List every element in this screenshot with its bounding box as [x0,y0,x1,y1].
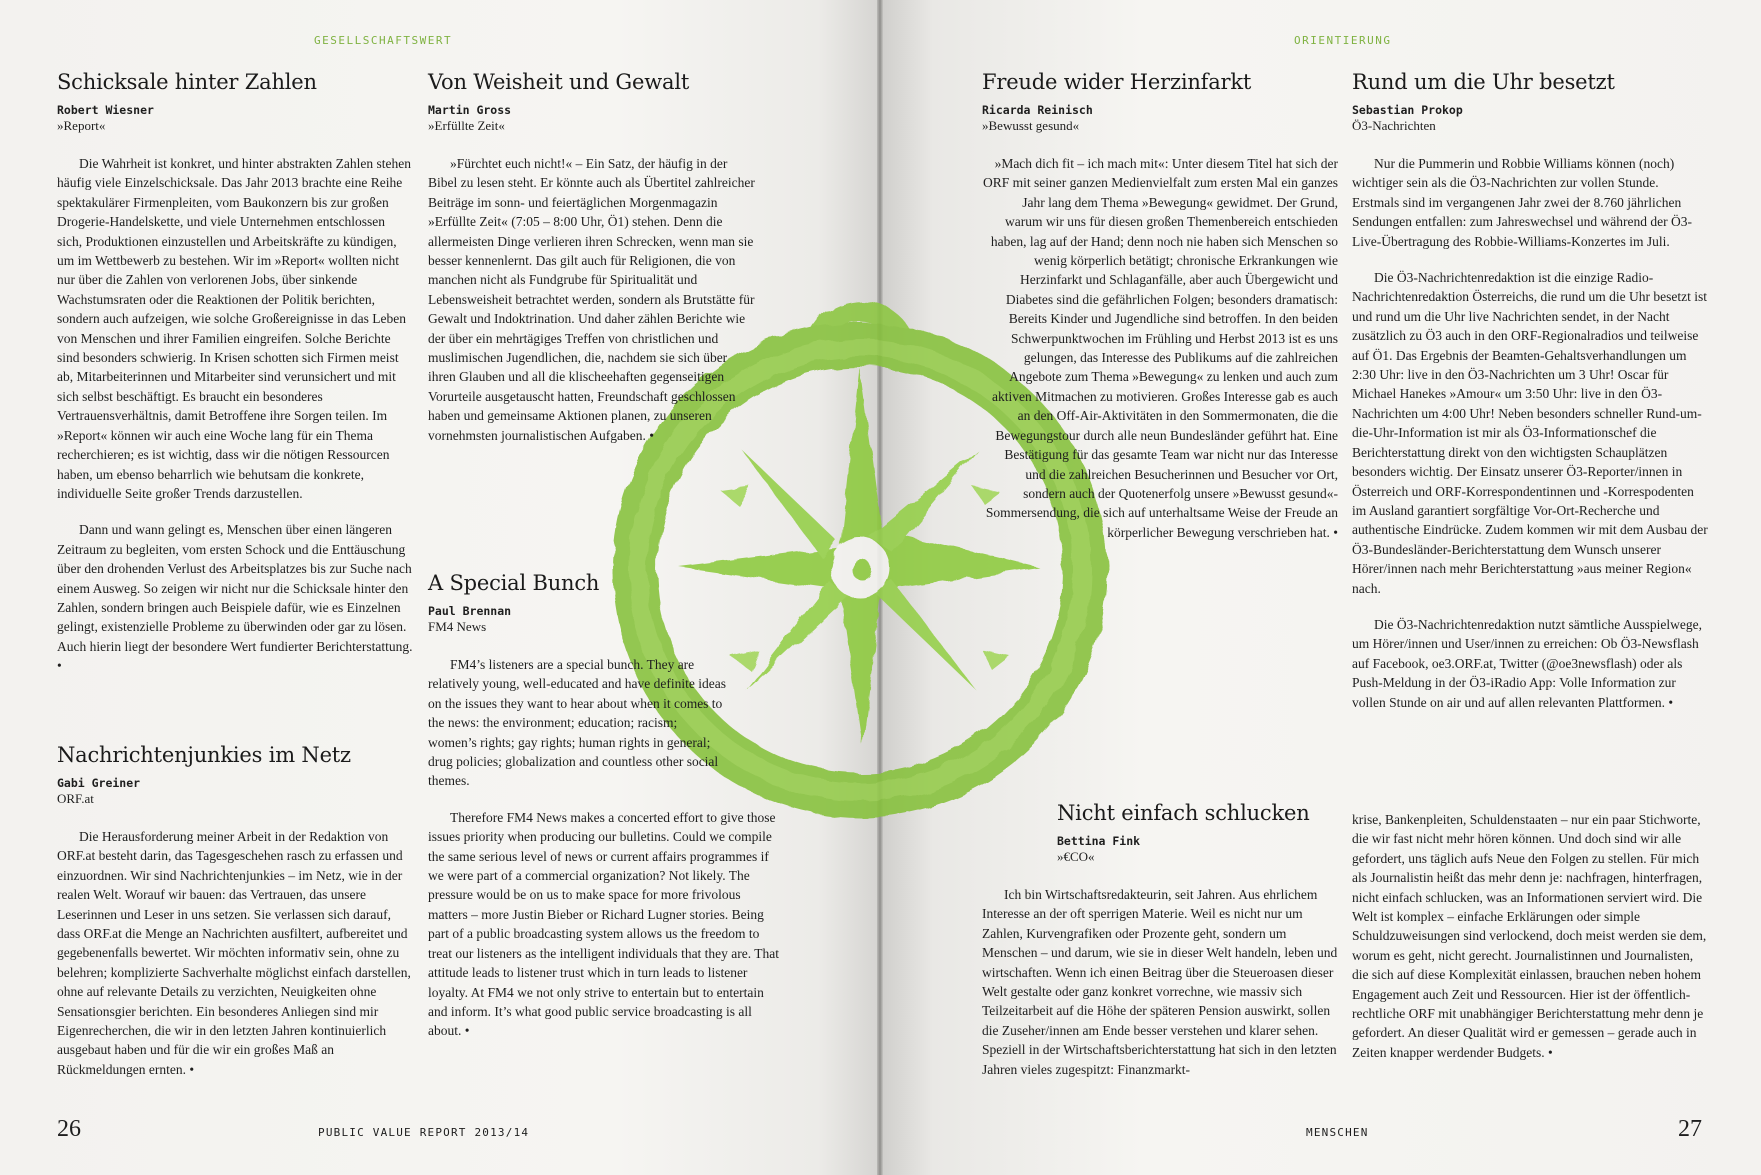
article-schicksale [57,69,413,693]
article-program: Ö3-Nachrichten [1352,118,1436,133]
article-schlucken-body [982,885,1338,1096]
paragraph: krise, Bankenpleiten, Schuldenstaaten – nur ein paar Stichworte, die wir fast nicht mehr hören können. Und doch sind wir alle gefordert, uns täglich aufs Neue den Folgen zu stellen. Für mich als Journalistin heißt das mehr denn je: nachfragen, hinterfragen, nicht einfach schlucken, was an Informationen serviert wird. Die Welt ist komplex – einfache Erklärungen oder simple Schuldzuweisungen sind verlockend, doch meist werden sie dem, worum es geht, nicht gerecht. Journalistinnen und Journalisten, die sich auf diese Komplexität einlassen, brauchen neben hohem Engagement auch Zeit und Ressourcen. Hier ist der öffentlich-rechtliche ORF mit unabhängiger Berichterstattung mehr denn je gefordert. An dieser Qualität wird er gemessen – gerade auch in Zeiten knapper werdender Budgets. • [1352,812,1707,1060]
article-herzinfarkt [982,69,1338,559]
article-program: »Bewusst gesund« [982,118,1080,133]
article-author: Martin Gross [428,103,512,117]
article-title: Freude wider Herzinfarkt [982,70,1252,94]
section-label-right: ORIENTIERUNG [1294,34,1392,47]
article-title: Rund um die Uhr besetzt [1352,70,1615,94]
page-number-right: 27 [1678,1116,1702,1142]
article-body [982,154,1338,542]
article-title: Nicht einfach schlucken [1057,801,1310,825]
article-title: Nachrichtenjunkies im Netz [57,743,351,767]
article-author: Paul Brennan [428,604,512,618]
footer-title-left: PUBLIC VALUE REPORT 2013/14 [318,1126,530,1139]
paragraph: »Mach dich fit – ich mach mit«: Unter diesem Titel hat sich der ORF mit seiner ganzen Medienvielfalt zum ersten Mal ein ganzes Jahr lang dem Thema »Bewegung« gewidmet. Der Grund, warum wir uns für diesen großen Themenbereich entschieden haben, lag auf der Hand; denn noch nie haben sich Menschen so wenig körperlich betätigt; chronische Erkrankungen wie Herzinfarkt und Schlaganfälle, aber auch Übergewicht und Diabetes sind die gefährlichen Folgen; besonders dramatisch: Bereits Kinder und Jugendliche sind betroffen. In den beiden Schwerpunktwochen im Frühling und Herbst 2013 ist es uns gelungen, das Interesse des Publikums auf die zahlreichen Angebote zum Thema »Bewegung« zu lenken und auch zum aktiven Mitmachen zu motivieren. Großes Interesse gab es auch an den Off-Air-Aktivitäten in den Sommermonaten, die die Bewegungstour durch alle neun Bundesländer geführt hat. Eine Bestätigung für das gesamte Team war nicht nur das Interesse und die zahlreichen Besucherinnen und Besucher vor Ort, sondern auch der Quotenerfolg unsere »Bewusst gesund«-Sommersendung, die sich auf unterhaltsame Weise der Freude an körperlicher Bewegung verschrieben hat. • [982,156,1338,540]
paragraph: Therefore FM4 News makes a concerted effort to give those issues priority when producing our bulletins. Could we compile the same serious level of news or current affairs programmes if we were part of a commercial organization? Not likely. The pressure would be on us to make space for more frivolous matters – more Justin Bieber or Richard Lugner stories. Being part of a public broadcasting system allows us the freedom to treat our listeners as the intelligent individuals that they are. That attitude leads to listener trust which in turn leads to listener loyalty. At FM4 we not only strive to entertain but to entertain and inform. It’s what good public service broadcasting is all about. • [428,809,780,1039]
paragraph: Die Ö3-Nachrichtenredaktion ist die einzige Radio-Nachrichtenredaktion Österreichs, die rund um die Uhr besetzt ist und rund um die Uhr live Nachrichten sendet, in der Nacht zusätzlich zu Ö3 auch in den ORF-Regionalradios und teilweise auf Ö1. Das Ergebnis der Beamten-Gehaltsverhandlungen um 2:30 Uhr: live in den Ö3-Nachrichten um 3 Uhr! Oscar für Michael Hanekes »Amour« um 3:50 Uhr: live in den Ö3-Nachrichten um 4:00 Uhr! Neben besonders schneller Rund-um-die-Uhr-Information ist mir als Ö3-Informationschef die Berichterstattung direkt von den wichtigsten Schauplätzen besonders wichtig. Der Einsatz unserer Ö3-Reporter/innen in Österreich und ORF-Korrespondentinnen und -Korrespodenten im Ausland garantiert sorgfältige Vor-Ort-Recherche und authentische Eindrücke. Zudem kommen wir mit dem Ausbau der Ö3-Bundesländer-Berichterstattung dem Wunsch unserer Hörer/innen nach mehr Berichterstattung »aus meiner Region« nach. [1352,270,1708,596]
article-nachrichtenjunkies [57,742,413,1096]
article-author: Bettina Fink [1057,834,1141,848]
paragraph: Die Herausforderung meiner Arbeit in der Redaktion von ORF.at besteht darin, das Tagesgeschehen rasch zu erfassen und einzuordnen. Wir sind Nachrichtenjunkies – im Netz, wie in der realen Welt. Worauf wir bauen: das Vertrauen, das unsere Leserinnen und Leser in uns setzen. Sie verlassen sich darauf, dass ORF.at die Menge an Nachrichten ausfiltert, aufbereitet und gegebenenfalls bewertet. Wir möchten informativ sein, ohne zu belehren; komplizierte Sachverhalte möglichst einfach darstellen, ohne auf relevante Details zu verzichten, Neuigkeiten ohne Sensationsgier berichten. Ein besonderes Anliegen sind mir Eigenrecherchen, die wir in den letzten Jahren kontinuierlich ausgebaut haben und für die wir ein großes Maß an Rückmeldungen ernten. • [57,829,411,1077]
article-body [1352,154,1708,712]
article-program: FM4 News [428,619,487,634]
paragraph: Nur die Pummerin und Robbie Williams können (noch) wichtiger sein als die Ö3-Nachrichten zur vollen Stunde. Erstmals sind im vergangenen Jahr zwei der 8.760 jährlichen Sendungen entfallen: zum Jahreswechsel und während der Ö3-Live-Übertragung des Robbie-Williams-Konzertes im Juli. [1352,156,1693,249]
paragraph: Die Wahrheit ist konkret, und hinter abstrakten Zahlen stehen häufig viele Einzelschicksale. Das Jahr 2013 brachte eine Reihe spektakulärer Firmenpleiten, vom Baukonzern bis zur großen Drogerie-Handelskette, und viele Unternehmen entschlossen sich, Produktionen einzustellen und Arbeitskräfte zu kündigen, um im Wettbewerb zu bestehen. Wir im »Report« wollten nicht nur über die Zahlen von verlorenen Jobs, über sinkende Wachstumsraten oder die Reaktionen der Politik berichten, sondern auch aufzeigen, wie solche Großereignisse in das Leben von Menschen und ihrer Familien eingreifen. Solche Berichte sind besonders schwierig. In Krisen schotten sich Firmen meist ab, Mitarbeiterinnen und Mitarbeiter sind verunsichert und mit sich selbst beschäftigt. Es braucht ein besonderes Vertrauensverhältnis, damit Betroffene ihre Sorgen teilen. Im »Report« können wir auch eine Woche lang für ein Thema recherchieren; es ist wichtig, dass wir die nötigen Ressourcen haben, um ebenso beharrlich wie behutsam die konkrete, individuelle Seite großer Trends darzustellen. [57,156,411,501]
article-author: Sebastian Prokop [1352,103,1463,117]
paragraph: FM4’s listeners are a special bunch. They are relatively young, well-educated and have definite ideas on the issues they want to hear about when it comes to the news: the environment; education; racism; women’s rights; gay rights; human rights in general; drug policies; globalization and countless other social themes. [428,657,727,789]
article-weisheit [428,69,780,462]
article-body [57,154,413,676]
article-title: A Special Bunch [428,571,600,595]
article-body [57,827,413,1079]
page-number-left: 26 [57,1116,81,1142]
article-title: Von Weisheit und Gewalt [428,70,690,94]
paragraph: »Fürchtet euch nicht!« – Ein Satz, der häufig in der Bibel zu lesen steht. Er könnte auch als Übertitel zahlreicher Beiträge im sonn- und feiertäglichen Morgenmagazin »Erfüllte Zeit« (7:05 – 8:00 Uhr, Ö1) stehen. Denn die allermeisten Dinge verlieren ihren Schrecken, wenn man sie besser kennenlernt. Das gilt auch für Religionen, die von manchen nicht als Fundgrube für Spiritualität und Lebensweisheit betrachtet werden, sondern als Brutstätte für Gewalt und Indoktrination. Und daher zählen Berichte wie der über ein mehrtägiges Treffen von christlichen und muslimischen Jugendlichen, die, nachdem sie sich über ihren Glauben und all die klischeehaften gegenseitigen Vorurteile ausgetauscht hatten, Freundschaft geschlossen haben und gemeinsame Aktionen planen, zu unseren vornehmsten journalistischen Aufgaben. • [428,156,755,443]
article-rund-um-die-uhr [1352,69,1708,729]
article-title: Schicksale hinter Zahlen [57,70,317,94]
article-special-bunch [428,570,780,1058]
paragraph: Ich bin Wirtschaftsredakteurin, seit Jahren. Aus ehrlichem Interesse an der oft sperrigen Materie. Weil es nicht nur um Zahlen, Kurvengrafiken oder Prozente geht, sondern um Menschen – und darum, wie sie in dieser Welt handeln, leben und wirtschaften. Wenn ich einen Beitrag über die Steueroasen dieser Welt gestalte oder ganz konkret vorrechne, wie massiv sich Teilzeitarbeit auf die Höhe der späteren Pension auswirkt, sollen die Zuseher/innen am Ende besser verstehen und klarer sehen. Speziell in der Wirtschaftsberichterstattung hat sich in den letzten Jahren vieles zugespitzt: Finanzmarkt- [982,887,1338,1077]
article-author: Gabi Greiner [57,776,141,790]
article-program: »Erfüllte Zeit« [428,118,505,133]
article-body [428,655,780,1041]
footer-title-right: MENSCHEN [1306,1126,1369,1139]
paragraph: Die Ö3-Nachrichtenredaktion nutzt sämtliche Ausspielwege, um Hörer/innen und User/innen zu erreichen: Ob Ö3-Newsflash auf Facebook, oe3.ORF.at, Twitter (@oe3newsflash) oder als Push-Meldung in der Ö3-iRadio App: Volle Information zur vollen Stunde on air und auf allen relevanten Plattformen. • [1352,616,1703,710]
section-label-left: GESELLSCHAFTSWERT [314,34,453,47]
paragraph: Dann und wann gelingt es, Menschen über einen längeren Zeitraum zu begleiten, vom ersten Schock und die Enttäuschung über den drohenden Verlust des Arbeitsplatzes bis zur Suche nach einem Ausweg. So zeigen wir nicht nur die Schicksale hinter den Zahlen, sondern bringen auch Beispiele dafür, wie es Einzelnen gelingt, existenzielle Probleme zu überwinden oder gar zu lösen. Auch hierin liegt der besondere Wert fundierter Berichterstattung. • [57,522,413,674]
article-author: Robert Wiesner [57,103,154,117]
article-author: Ricarda Reinisch [982,103,1093,117]
article-body [428,154,780,445]
article-program: »Report« [57,118,106,133]
article-program: ORF.at [57,791,94,806]
article-schlucken-continued [1352,810,1708,1079]
article-program: »€CO« [1057,849,1095,864]
article-schlucken [1057,800,1347,865]
